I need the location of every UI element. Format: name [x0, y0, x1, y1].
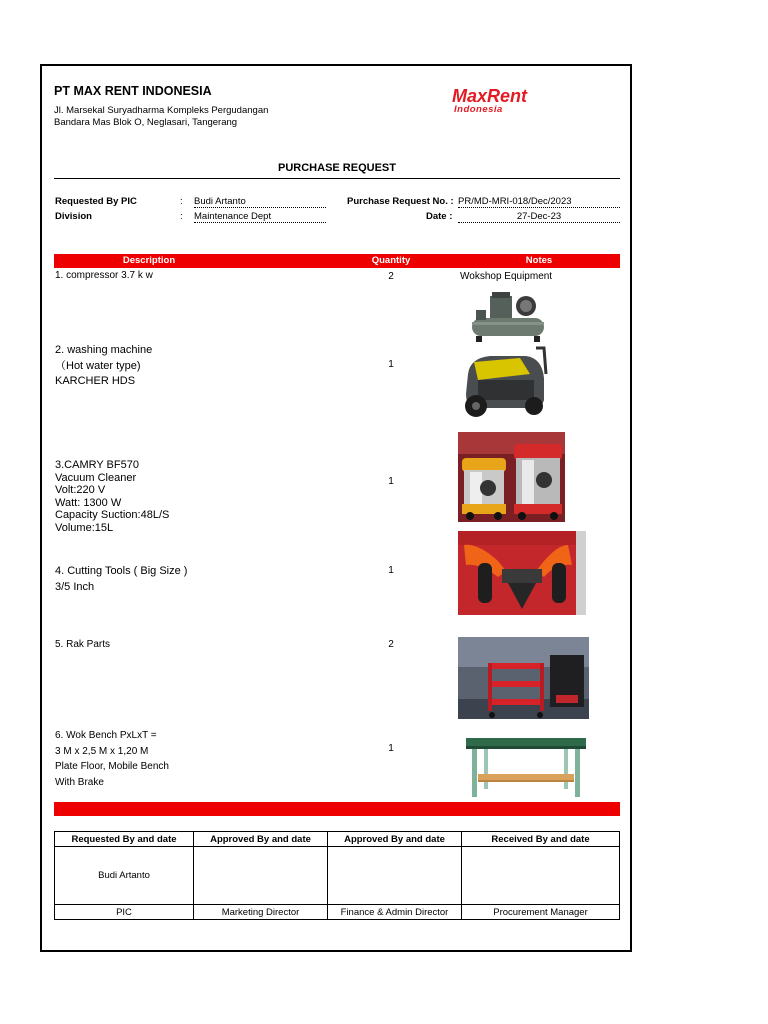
- air-compressor-image: [468, 288, 548, 346]
- signature-header: Received By and date: [462, 832, 620, 847]
- division-label: Division: [55, 211, 92, 222]
- item-line: （Hot water type): [55, 359, 141, 372]
- requested-by-label: Requested By PIC: [55, 196, 137, 207]
- item-line: Volume:15L: [55, 521, 114, 534]
- signature-role: Finance & Admin Director: [328, 905, 462, 920]
- item-2-description: [55, 343, 152, 390]
- maxrent-logo: [452, 86, 580, 114]
- date-label: Date :: [426, 211, 453, 222]
- company-address: [54, 105, 268, 129]
- item-line: With Brake: [55, 776, 104, 788]
- item-4-quantity: 1: [388, 565, 394, 576]
- pressure-washer-image: [460, 344, 548, 420]
- item-line: Watt: 1300 W: [55, 496, 122, 509]
- notes-header: Notes: [525, 255, 553, 266]
- signature-header-row: [55, 832, 620, 847]
- work-bench-image: [464, 734, 588, 800]
- signature-header: Approved By and date: [194, 832, 328, 847]
- item-6-description: [55, 728, 169, 790]
- item-line: Volt:220 V: [55, 484, 106, 496]
- item-3-description: [55, 459, 169, 534]
- document-title: PURCHASE REQUEST: [278, 162, 396, 174]
- signature-role: Marketing Director: [194, 905, 328, 920]
- item-6-quantity: 1: [388, 743, 394, 754]
- signature-name-row: [55, 847, 620, 905]
- item-1-note: Wokshop Equipment: [460, 271, 553, 282]
- division-value: Maintenance Dept: [194, 211, 326, 223]
- item-line: 3.CAMRY BF570: [55, 459, 139, 471]
- title-divider: [54, 178, 620, 179]
- date-value: 27-Dec-23: [458, 211, 620, 223]
- item-1-description: [55, 270, 153, 283]
- item-line: 3/5 Inch: [55, 580, 95, 593]
- signature-role: Procurement Manager: [462, 905, 620, 920]
- item-line: Plate Floor, Mobile Bench: [55, 761, 169, 772]
- item-5-quantity: 2: [388, 639, 394, 650]
- item-line: 1. compressor 3.7 k w: [55, 270, 153, 281]
- address-line-1: Jl. Marsekal Suryadharma Kompleks Pergudangan: [54, 105, 269, 116]
- signature-name: Budi Artanto: [55, 847, 194, 905]
- item-2-quantity: 1: [388, 359, 394, 370]
- company-name: PT MAX RENT INDONESIA: [54, 84, 212, 98]
- signature-name: [328, 847, 462, 905]
- item-5-description: [55, 639, 110, 652]
- item-line: 6. Wok Bench PxLxT =: [55, 730, 157, 741]
- logo-sub-text: Indonesia: [454, 104, 503, 114]
- item-line: Capacity Suction:48L/S: [55, 509, 170, 521]
- items-footer-bar: [54, 802, 620, 816]
- signature-name: [194, 847, 328, 905]
- description-header: Description: [122, 255, 176, 266]
- item-line: 3 M x 2,5 M x 1,20 M: [55, 745, 149, 757]
- pr-number-label: Purchase Request No. :: [347, 196, 454, 207]
- colon: :: [180, 196, 183, 207]
- item-line: Vacuum Cleaner: [55, 471, 137, 484]
- item-line: 5. Rak Parts: [55, 639, 111, 650]
- quantity-header: Quantity: [371, 255, 411, 266]
- item-line: 4. Cutting Tools ( Big Size ): [55, 565, 188, 577]
- vacuum-cleaners-image: [458, 432, 565, 522]
- requested-by-value: Budi Artanto: [194, 196, 326, 208]
- item-line: 2. washing machine: [55, 344, 153, 356]
- item-4-description: [55, 564, 187, 595]
- address-line-2: Bandara Mas Blok O, Neglasari, Tangerang: [54, 117, 238, 128]
- logo-main-text: MaxRent: [452, 86, 528, 106]
- signature-header: Approved By and date: [328, 832, 462, 847]
- signature-role-row: [55, 905, 620, 920]
- item-line: KARCHER HDS: [55, 375, 136, 387]
- signature-table: [54, 831, 620, 920]
- item-1-quantity: 2: [388, 271, 394, 282]
- bolt-cutter-image: [458, 531, 586, 615]
- item-3-quantity: 1: [388, 476, 394, 487]
- pr-number-value: PR/MD-MRI-018/Dec/2023: [458, 196, 620, 208]
- colon: :: [180, 211, 183, 222]
- signature-header: Requested By and date: [55, 832, 194, 847]
- signature-role: PIC: [55, 905, 194, 920]
- parts-rack-image: [458, 637, 589, 719]
- signature-name: [462, 847, 620, 905]
